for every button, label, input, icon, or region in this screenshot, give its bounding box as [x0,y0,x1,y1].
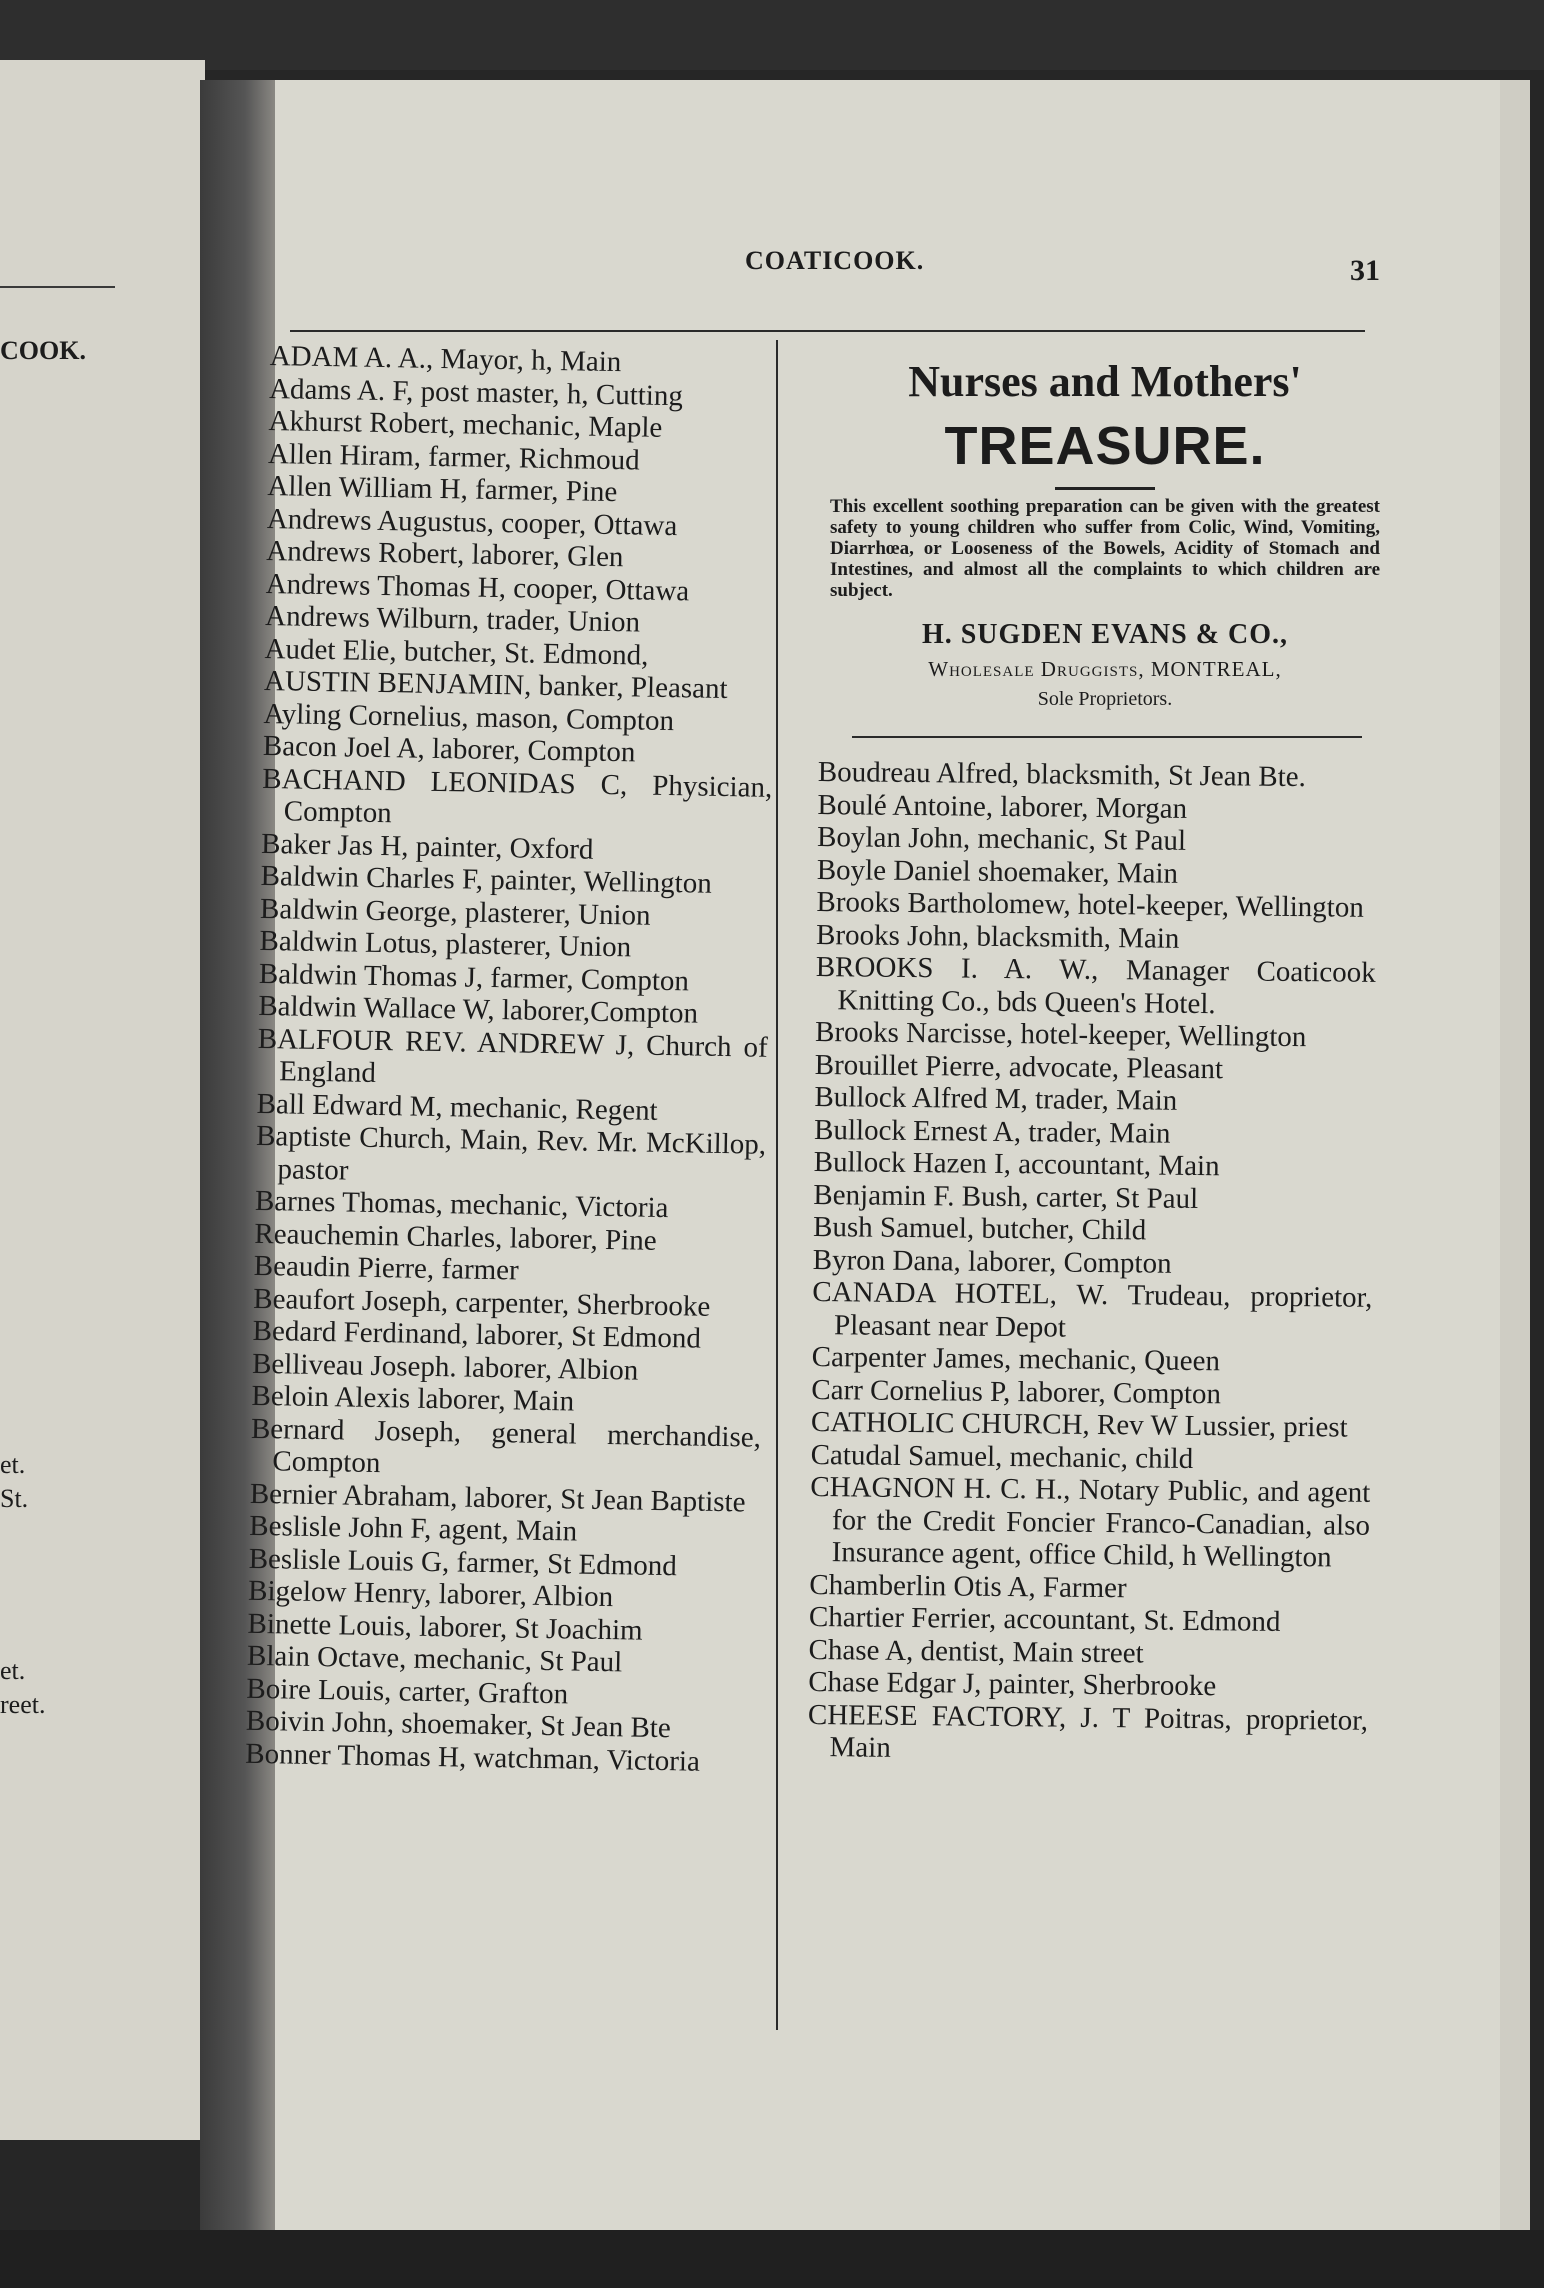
previous-page-text: et. [0,1450,26,1479]
directory-entry: Binette Louis, laborer, St Joachim [247,1607,643,1647]
directory-entry: Baptiste Church, Main, Rev. Mr. McKillop, pastor [255,1119,767,1186]
directory-entry: Andrews Wilburn, trader, Union [264,599,641,639]
directory-entry: BALFOUR REV. ANDREW J, Church of England [257,1022,769,1089]
directory-entry: Boyle Daniel shoemaker, Main [816,853,1179,890]
running-head: COATICOOK. [745,246,925,275]
ad-brand: TREASURE. [944,416,1266,476]
directory-entry: AUSTIN BENJAMIN, banker, Pleasant [263,664,728,706]
directory-entry: Baldwin Lotus, plasterer, Union [259,924,632,964]
directory-entry: Reauchemin Charles, laborer, Pine [254,1217,657,1257]
directory-entry: Bush Samuel, butcher, Child [812,1210,1147,1247]
previous-page-text: reet. [0,1690,46,1719]
page-edge [1500,80,1530,2230]
ad-body: This excellent soothing preparation can be given with the greatest safety to young children who suffer from Colic, Wind, Vomiting, Diarrhœa, or Looseness of the Bowels, Acidity of Stomach and Intestines, and almost all the complaints to which children are subject. [830,496,1380,601]
directory-entry: Bernard Joseph, general merchandise, Compton [250,1412,762,1480]
directory-entry: CATHOLIC CHURCH, Rev W Lussier, priest [810,1405,1348,1444]
column-divider [776,340,778,2030]
directory-entry: CHAGNON H. C. H., Notary Public, and agent for the Credit Foncier Franco-Canadian, also Insurance agent, office Child, h Wellington [810,1470,1371,1574]
directory-entry: Ball Edward M, mechanic, Regent [256,1087,658,1127]
previous-page-fragment [0,60,205,2140]
scan-bottom-border [0,2230,1544,2288]
directory-entry: Beloin Alexis laborer, Main [251,1379,575,1418]
directory-entry: Chase Edgar J, painter, Sherbrooke [808,1665,1217,1703]
directory-entry: Brooks Narcisse, hotel-keeper, Wellington [814,1015,1307,1054]
directory-entry: BROOKS I. A. W., Manager Coaticook Knitting Co., bds Queen's Hotel. [815,950,1376,1020]
directory-entry: Benjamin F. Bush, carter, St Paul [813,1178,1199,1215]
directory-entry: Adams A. F, post master, h, Cutting [268,372,684,412]
directory-entry: Audet Elie, butcher, St. Edmond, [264,632,649,672]
directory-entry: Baldwin Thomas J, farmer, Compton [258,957,690,997]
directory-entry: Carpenter James, mechanic, Queen [811,1340,1221,1378]
directory-entry: Bonner Thomas H, watchman, Victoria [245,1737,701,1778]
directory-entry: Boulé Antoine, laborer, Morgan [817,788,1188,825]
previous-page-text: COOK. [0,336,86,365]
advertisement [830,350,1380,711]
directory-entry: Chase A, dentist, Main street [808,1633,1144,1669]
ad-bottom-rule [852,736,1362,738]
directory-entry: Carr Cornelius P, laborer, Compton [811,1373,1222,1410]
directory-entry: Beslisle John F, agent, Main [249,1509,578,1548]
directory-entry: Baldwin Wallace W, laborer,Compton [258,989,699,1030]
directory-entry: Boire Louis, carter, Grafton [246,1672,569,1710]
directory-entry: Baldwin Charles F, painter, Wellington [260,859,713,900]
directory-entry: ADAM A. A., Mayor, h, Main [269,340,622,379]
directory-entry: CHEESE FACTORY, J. T Poitras, proprietor, Main [807,1698,1369,1764]
directory-entry: Beaudin Pierre, farmer [253,1249,519,1287]
directory-entry: Baker Jas H, painter, Oxford [260,827,594,866]
directory-entry: Brouillet Pierre, advocate, Pleasant [814,1048,1224,1085]
scan-top-border [0,0,1544,70]
directory-entry: Brooks Bartholomew, hotel-keeper, Wellington [816,885,1364,924]
directory-entry: Akhurst Robert, mechanic, Maple [268,404,663,444]
right-directory-column [807,756,1378,1769]
directory-entry: Andrews Thomas H, cooper, Ottawa [265,567,690,607]
directory-entry: Bedard Ferdinand, laborer, St Edmond [252,1314,702,1355]
directory-entry: Andrews Robert, laborer, Glen [266,534,624,574]
directory-entry: Boivin John, shoemaker, St Jean Bte [245,1704,672,1745]
directory-entry: Bigelow Henry, laborer, Albion [247,1574,614,1614]
previous-page-text: St. [0,1484,29,1513]
directory-entry: Allen Hiram, farmer, Richmoud [267,437,640,476]
directory-entry: Bacon Joel A, laborer, Compton [262,729,636,769]
directory-entry: Ayling Cornelius, mason, Compton [263,697,675,737]
left-directory-column [245,340,780,1779]
directory-entry: Bullock Alfred M, trader, Main [814,1080,1178,1117]
directory-entry: Chamberlin Otis A, Farmer [809,1568,1127,1604]
directory-entry: Bernier Abraham, laborer, St Jean Baptiste [249,1477,746,1518]
page-number: 31 [1350,254,1380,287]
directory-entry: CANADA HOTEL, W. Trudeau, proprietor, Pleasant near Depot [812,1275,1373,1344]
directory-entry: Boylan John, mechanic, St Paul [816,820,1187,857]
directory-entry: Bullock Ernest A, trader, Main [813,1113,1171,1150]
directory-entry: Allen William H, farmer, Pine [267,469,618,509]
ad-proprietors: Sole Proprietors. [1037,688,1173,710]
directory-entry: Byron Dana, laborer, Compton [812,1243,1172,1280]
directory-entry: Beslisle Louis G, farmer, St Edmond [248,1542,678,1582]
header-rule [290,330,1365,332]
previous-page-text: et. [0,1656,26,1685]
directory-entry: Belliveau Joseph. laborer, Albion [251,1347,639,1387]
directory-entry: Beaufort Joseph, carpenter, Sherbrooke [252,1282,711,1323]
previous-page-rule [0,286,115,288]
directory-entry: Brooks John, blacksmith, Main [815,918,1180,955]
directory-entry: Boudreau Alfred, blacksmith, St Jean Bte. [817,756,1307,794]
directory-entry: Bullock Hazen I, accountant, Main [813,1145,1220,1183]
directory-entry: Blain Octave, mechanic, St Paul [246,1639,623,1679]
directory-entry: Chartier Ferrier, accountant, St. Edmond [808,1600,1281,1638]
directory-entry: BACHAND LEONIDAS C, Physician, Compton [262,762,773,830]
directory-entry: Catudal Samuel, mechanic, child [810,1438,1194,1475]
ad-subtitle: Wholesale Druggists, MONTREAL, [928,657,1282,681]
directory-entry: Baldwin George, plasterer, Union [259,892,651,932]
ad-title: Nurses and Mothers' [908,357,1302,406]
ad-short-rule [1055,487,1155,490]
ad-company: H. SUGDEN EVANS & CO., [921,619,1289,650]
directory-entry: Andrews Augustus, cooper, Ottawa [266,502,678,542]
directory-entry: Barnes Thomas, mechanic, Victoria [254,1184,669,1225]
